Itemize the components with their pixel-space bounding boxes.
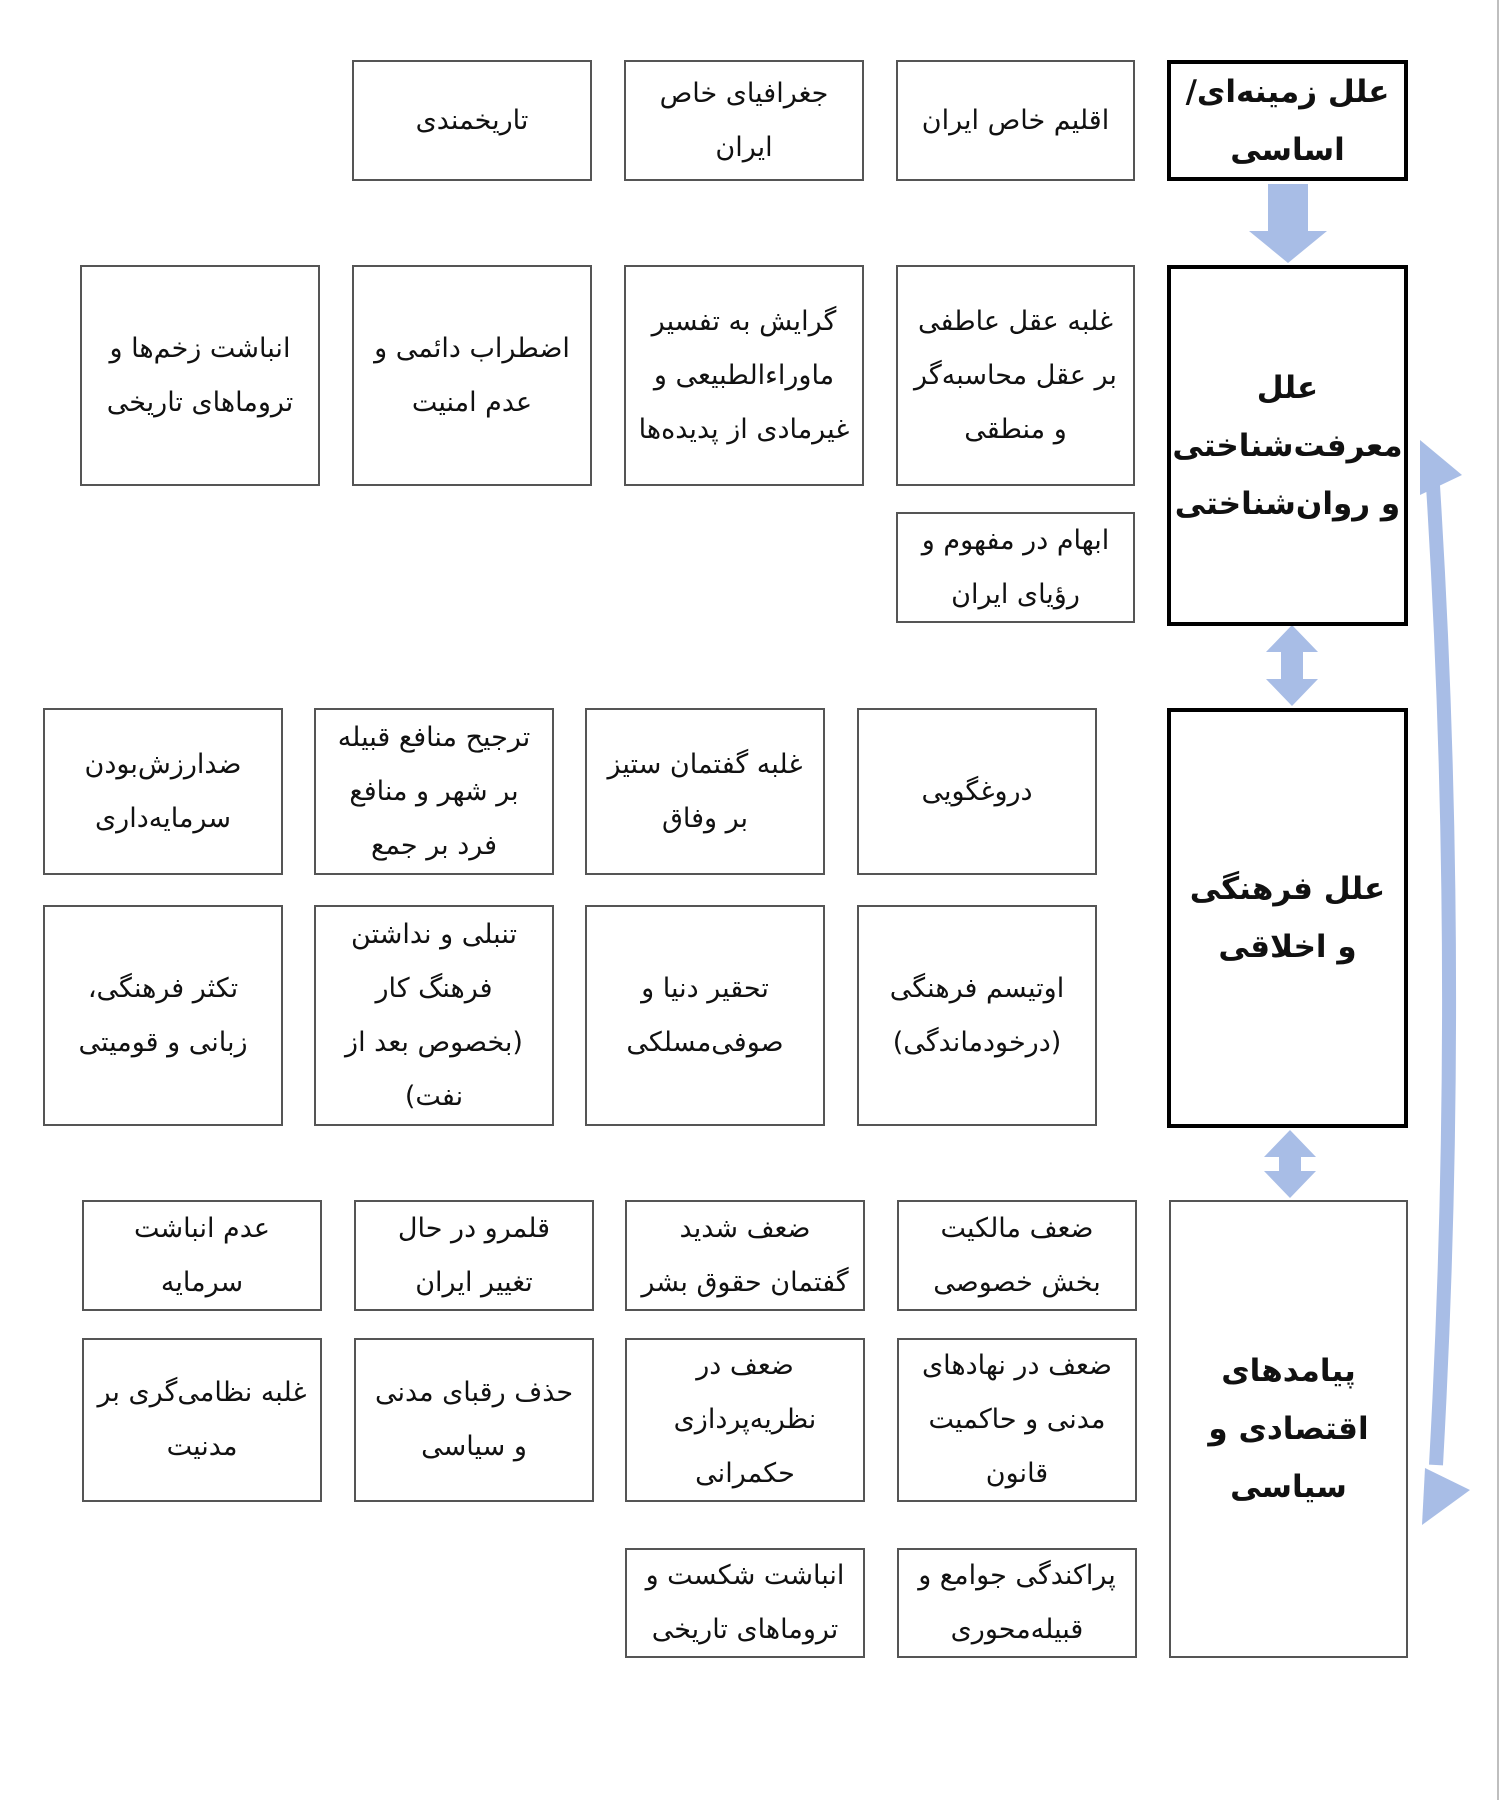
outcome-item-4: [82, 1200, 322, 1311]
cultural-item-3: [314, 708, 554, 875]
outcome-item-2-label: ضعف شدید گفتمان حقوق بشر: [641, 1212, 849, 1298]
epistemic-item-2: [624, 265, 864, 486]
epistemic-item-4: [80, 265, 320, 486]
curved-feedback-arrow: [1432, 470, 1449, 1465]
outcome-item-10: [625, 1548, 865, 1658]
outcome-item-5: [897, 1338, 1137, 1502]
epistemic-item-1: [896, 265, 1135, 486]
cultural-item-4: [43, 708, 283, 875]
cultural-item-2: [585, 708, 825, 875]
cultural-item-4-label: ضدارزش‌بودن سرمایه‌داری: [84, 748, 242, 834]
outcome-item-6-label: ضعف در نظریه‌پردازی حکمرانی: [673, 1350, 817, 1489]
basic-item-3: [352, 60, 592, 181]
curved-arrow-head-top: [1420, 440, 1462, 495]
outcome-item-3-label: قلمرو در حال تغییر ایران: [397, 1212, 551, 1298]
outcome-item-4-label: عدم انباشت سرمایه: [133, 1212, 271, 1298]
header-epistemic-label: علل معرفت‌شناختی و روان‌شناختی: [1172, 369, 1403, 522]
cultural-item-6-label: تحقیر دنیا و صوفی‌مسلکی: [626, 972, 784, 1058]
header-epistemic-causes: [1167, 265, 1408, 626]
cultural-item-7: [314, 905, 554, 1126]
outcome-item-3: [354, 1200, 594, 1311]
header-cultural-causes: [1167, 708, 1408, 1128]
outcome-item-8-label: غلبه نظامی‌گری بر مدنیت: [97, 1377, 307, 1462]
cultural-item-5-label: اوتیسم فرهنگی (درخودماندگی): [889, 972, 1065, 1058]
outcome-item-7: [354, 1338, 594, 1502]
outcome-item-9-label: پراکندگی جوامع و قبیله‌محوری: [918, 1560, 1116, 1645]
basic-item-1: [896, 60, 1135, 181]
outcome-item-1-label: ضعف مالکیت بخش خصوصی: [933, 1212, 1101, 1298]
epistemic-item-2-label: گرایش به تفسیر ماوراءالطبیعی و غیرمادی از پدیده‌ها: [638, 305, 850, 445]
curved-arrow-head-bottom: [1422, 1468, 1470, 1525]
down-arrow: [1249, 184, 1327, 263]
epistemic-item-4-label: انباشت زخم‌ها و تروماهای تاریخی: [106, 332, 294, 418]
outcome-item-10-label: انباشت شکست و تروماهای تاریخی: [645, 1560, 845, 1645]
cultural-item-1-label: دروغگویی: [921, 775, 1033, 807]
outcome-item-8: [82, 1338, 322, 1502]
basic-item-2-label: جغرافیای خاص ایران: [659, 77, 829, 163]
double-arrow-top: [1266, 625, 1318, 706]
header-cultural-label: علل فرهنگی و اخلاقی: [1189, 871, 1386, 965]
cultural-item-8-label: تکثر فرهنگی، زبانی و قومیتی: [78, 972, 248, 1058]
outcome-item-6: [625, 1338, 865, 1502]
cultural-item-7-label: تنبلی و نداشتن فرهنگ کار (بخصوص بعد از نفت): [345, 918, 523, 1112]
basic-item-3-label: تاریخمندی: [415, 104, 529, 136]
epistemic-item-3-label: اضطراب دائمی و عدم امنیت: [374, 332, 570, 418]
basic-item-1-label: اقلیم خاص ایران: [921, 104, 1110, 136]
epistemic-item-5: [896, 512, 1135, 623]
double-arrow-bottom: [1264, 1130, 1316, 1198]
outcome-item-9: [897, 1548, 1137, 1658]
cultural-item-1: [857, 708, 1097, 875]
header-basic-label: علل زمینه‌ای/اساسی: [1185, 73, 1390, 168]
epistemic-item-1-label: غلبه عقل عاطفی بر عقل محاسبه‌گر و منطقی: [914, 305, 1117, 445]
epistemic-item-3: [352, 265, 592, 486]
header-outcomes: [1169, 1200, 1408, 1658]
header-basic-causes: [1167, 60, 1408, 181]
outcome-item-1: [897, 1200, 1137, 1311]
basic-item-2: [624, 60, 864, 181]
epistemic-item-5-label: ابهام در مفهوم و رؤیای ایران: [921, 524, 1110, 610]
outcome-item-7-label: حذف رقبای مدنی و سیاسی: [374, 1377, 574, 1462]
outcome-item-2: [625, 1200, 865, 1311]
cultural-item-6: [585, 905, 825, 1126]
outcome-item-5-label: ضعف در نهادهای مدنی و حاکمیت قانون: [922, 1350, 1112, 1489]
cultural-item-5: [857, 905, 1097, 1126]
cultural-item-8: [43, 905, 283, 1126]
cultural-item-2-label: غلبه گفتمان ستیز بر وفاق: [607, 748, 803, 834]
cultural-item-3-label: ترجیح منافع قبیله بر شهر و منافع فرد بر جمع: [337, 721, 531, 861]
header-outcomes-label: پیامدهای اقتصادی و سیاسی: [1208, 1353, 1369, 1505]
